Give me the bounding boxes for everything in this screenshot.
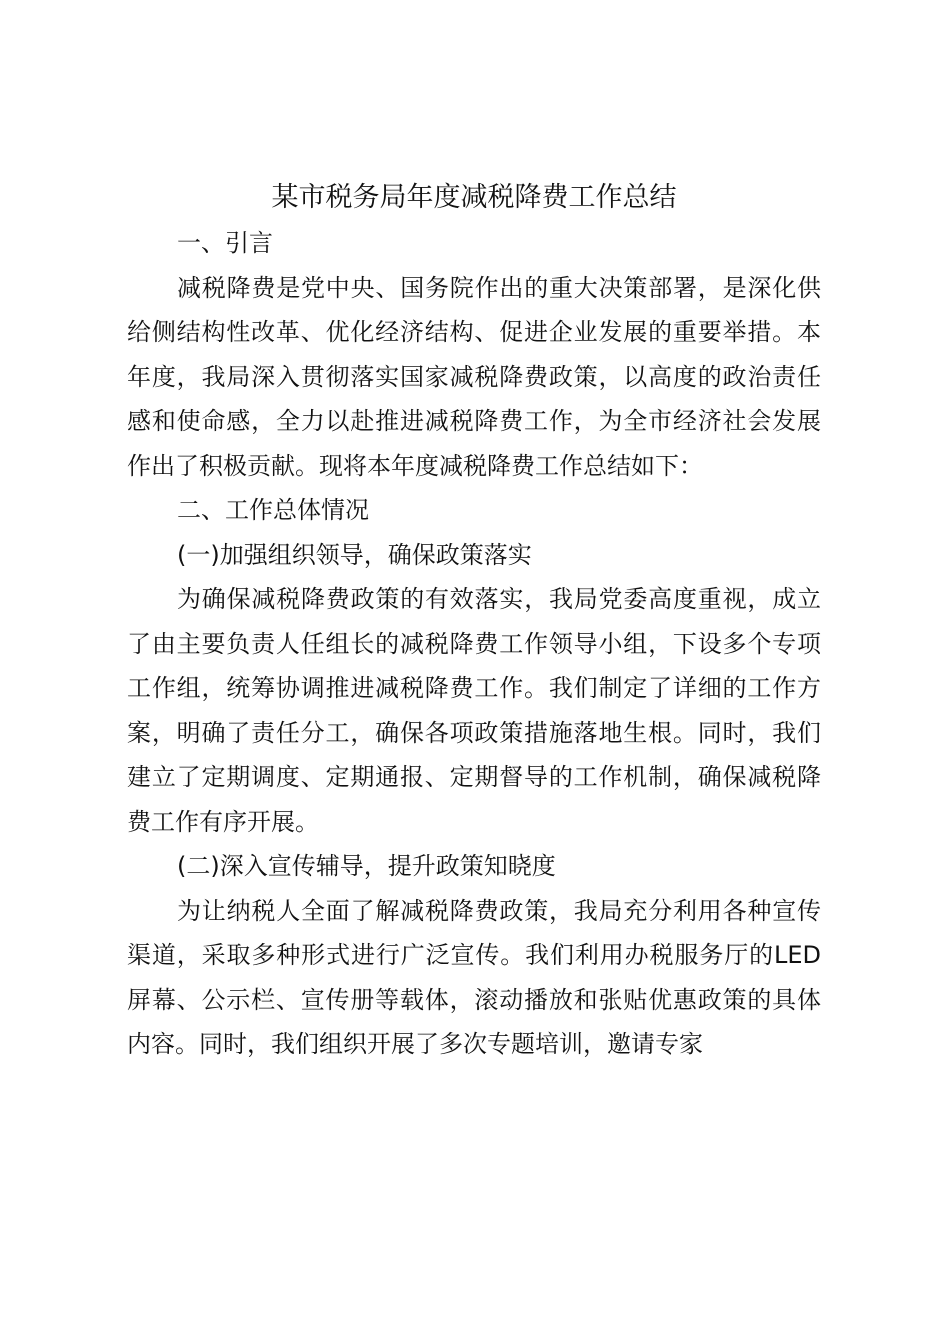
paragraph-publicity: 为让纳税人全面了解减税降费政策，我局充分利用各种宣传渠道，采取多种形式进行广泛宣传。我们利用办税服务厅的LED 屏幕、公示栏、宣传册等载体，滚动播放和张贴优惠政策的具体内容。同时，我们组织开展了多次专题培训，邀请专家: [127, 896, 821, 1058]
paragraph-intro: 减税降费是党中央、国务院作出的重大决策部署，是深化供给侧结构性改革、优化经济结构、促进企业发展的重要举措。本年度，我局深入贯彻落实国家减税降费政策，以高度的政治责任感和使命感，全力以赴推进减税降费工作，为全市经济社会发展作出了积极贡献。现将本年度减税降费工作总结如下：: [127, 273, 821, 480]
document-title: 某市税务局年度减税降费工作总结: [271, 182, 677, 213]
document-body: [127, 176, 821, 1067]
paragraph-organization: 为确保减税降费政策的有效落实，我局党委高度重视，成立了由主要负责人任组长的减税降费工作领导小组，下设多个专项工作组，统筹协调推进减税降费工作。我们制定了详细的工作方案，明确了责任分工，确保各项政策措施落地生根。同时，我们建立了定期调度、定期通报、定期督导的工作机制，确保减税降费工作有序开展。: [127, 585, 821, 836]
section-heading-overview: 二、工作总体情况: [177, 496, 369, 524]
section-heading-intro: 一、引言: [177, 229, 273, 257]
subsection-heading-organization: (一)加强组织领导，确保政策落实: [177, 540, 532, 569]
subsection-heading-publicity: (二)深入宣传辅导，提升政策知晓度: [177, 852, 556, 880]
